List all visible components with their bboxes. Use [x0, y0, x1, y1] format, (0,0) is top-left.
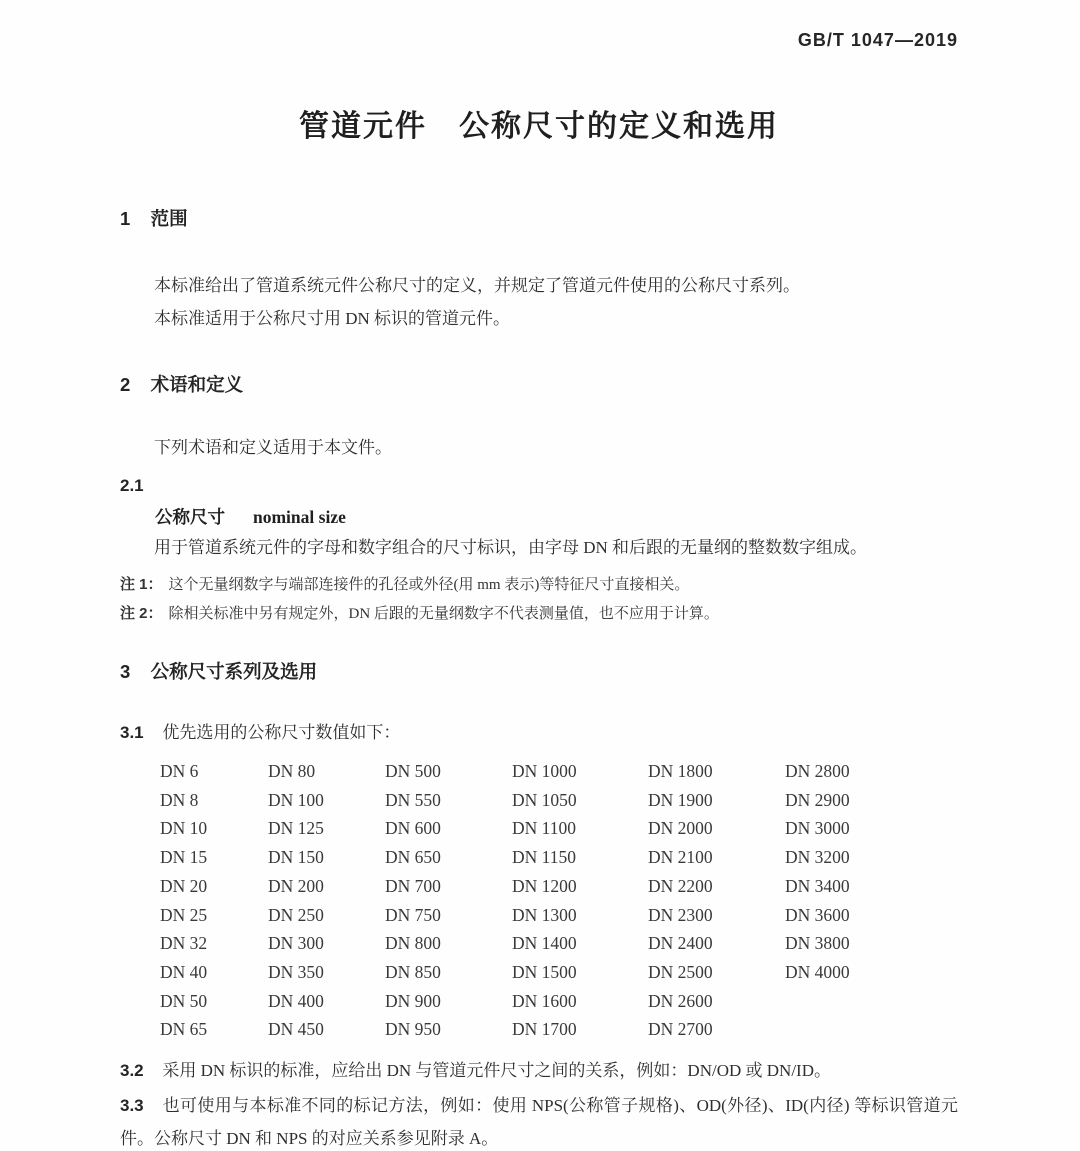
dn-value: DN 2500: [648, 961, 713, 982]
note-1-label: 注 1：: [120, 576, 163, 593]
dn-value: DN 65: [160, 1019, 208, 1040]
dn-value: DN 1100: [512, 818, 577, 839]
dn-value: DN 1400: [512, 933, 577, 954]
dn-value: DN 3400: [785, 875, 850, 896]
dn-value: DN 600: [385, 818, 441, 839]
dn-value: DN 700: [385, 875, 441, 896]
dn-value: DN 2000: [648, 818, 713, 839]
clause-3-2: [120, 1054, 958, 1087]
dn-value: DN 6: [160, 761, 199, 781]
dn-value: DN 800: [385, 933, 441, 954]
dn-value: DN 4000: [785, 961, 850, 982]
section-2-heading: [120, 371, 958, 397]
scope-paragraphs: [120, 269, 958, 335]
note-1: [120, 571, 958, 599]
note-1-text: 这个无量纲数字与端部连接件的孔径或外径(用 mm 表示)等特征尺寸直接相关。: [168, 577, 690, 593]
dn-value: DN 50: [160, 990, 208, 1011]
dn-value: DN 1600: [512, 990, 577, 1011]
dn-value: DN 350: [268, 961, 324, 982]
term-definition: 用于管道系统元件的字母和数字组合的尺寸标识，由字母 DN 和后跟的无量纲的整数数字组成。: [154, 538, 868, 557]
dn-value: DN 500: [385, 761, 441, 781]
clause-3-2-number: 3.2: [120, 1061, 144, 1081]
dn-value: DN 650: [385, 847, 441, 868]
section-1-heading: [120, 205, 958, 231]
dn-value: DN 2200: [648, 875, 713, 896]
dn-value: DN 8: [160, 789, 199, 810]
dn-value: DN 2100: [648, 847, 713, 868]
dn-value: DN 2900: [785, 789, 850, 810]
dn-value: DN 3000: [785, 818, 850, 839]
term-chinese: 公称尺寸: [155, 507, 225, 527]
dn-value: DN 100: [268, 789, 324, 810]
clause-3-1: [120, 716, 958, 749]
dn-value: DN 1050: [512, 789, 577, 810]
dn-value: DN 15: [160, 847, 208, 868]
dn-value: DN 1000: [512, 761, 577, 781]
dn-value: DN 25: [160, 904, 208, 925]
note-2-text: 除相关标准中另有规定外，DN 后跟的无量纲数字不代表测量值，也不应用于计算。: [168, 606, 719, 622]
dn-value: DN 20: [160, 875, 208, 896]
terms-intro-block: [120, 431, 958, 464]
dn-value: DN 2400: [648, 933, 713, 954]
scope-paragraph-2: 本标准适用于公称尺寸用 DN 标识的管道元件。: [154, 309, 511, 328]
dn-size-table: [160, 757, 958, 1044]
section-3-title: 公称尺寸系列及选用: [150, 661, 318, 682]
dn-value: DN 300: [268, 933, 324, 954]
dn-value: DN 1800: [648, 761, 713, 781]
section-3-number: 3: [120, 661, 131, 682]
dn-value: DN 2300: [648, 904, 713, 925]
dn-value: DN 2700: [648, 1019, 713, 1040]
dn-value: DN 3600: [785, 904, 850, 925]
dn-value: DN 750: [385, 904, 441, 925]
dn-value: DN 1900: [648, 789, 713, 810]
dn-value: DN 125: [268, 818, 324, 839]
dn-value: DN 1700: [512, 1019, 577, 1040]
dn-value: DN 10: [160, 818, 208, 839]
scope-paragraph-1: 本标准给出了管道系统元件公称尺寸的定义，并规定了管道元件使用的公称尺寸系列。: [154, 276, 800, 295]
terms-intro: 下列术语和定义适用于本文件。: [154, 438, 392, 457]
note-2: [120, 600, 958, 628]
clause-3-1-number: 3.1: [120, 723, 144, 742]
dn-value: DN 2800: [785, 761, 850, 781]
dn-value: DN 1300: [512, 904, 577, 925]
dn-value: DN 900: [385, 990, 441, 1011]
section-2-number: 2: [120, 374, 131, 395]
dn-value: DN 200: [268, 875, 324, 896]
term-heading: [120, 504, 958, 529]
section-1-title: 范围: [150, 208, 188, 229]
clause-2-1-number: 2.1: [120, 476, 144, 495]
clause-3-3-text: 也可使用与本标准不同的标记方法，例如：使用 NPS(公称管子规格)、OD(外径)、ID(内径) 等标识管道元件。公称尺寸 DN 和 NPS 的对应关系参见附录 A。: [120, 1096, 958, 1149]
dn-value: [785, 1015, 958, 1044]
clause-3-2-text: 采用 DN 标识的标准，应给出 DN 与管道元件尺寸之间的关系，例如：DN/OD 或 DN/ID。: [162, 1061, 831, 1081]
dn-value: DN 1150: [512, 847, 577, 868]
document-title: 管道元件 公称尺寸的定义和选用: [299, 110, 779, 143]
clause-3-3: [120, 1089, 958, 1151]
note-2-label: 注 2：: [120, 605, 163, 622]
section-2-title: 术语和定义: [150, 374, 244, 395]
dn-value: DN 3800: [785, 933, 850, 954]
dn-value: DN 32: [160, 933, 208, 954]
dn-value: DN 450: [268, 1019, 324, 1040]
section-1-number: 1: [120, 208, 131, 229]
dn-value: [785, 987, 958, 1016]
dn-value: DN 3200: [785, 847, 850, 868]
dn-value: DN 550: [385, 789, 441, 810]
section-3-heading: [120, 658, 958, 684]
clause-3-3-number: 3.3: [120, 1096, 144, 1116]
document-number: GB/T 1047—2019: [797, 30, 958, 50]
dn-value: DN 150: [268, 847, 324, 868]
dn-value: DN 80: [268, 761, 316, 781]
dn-value: DN 950: [385, 1019, 441, 1040]
dn-value: DN 40: [160, 961, 208, 982]
dn-value: DN 850: [385, 961, 441, 982]
dn-value: DN 2600: [648, 990, 713, 1011]
clause-3-1-text: 优先选用的公称尺寸数值如下：: [162, 723, 401, 742]
dn-value: DN 1500: [512, 961, 577, 982]
dn-value: DN 250: [268, 904, 324, 925]
dn-value: DN 400: [268, 990, 324, 1011]
term-english: nominal size: [253, 507, 346, 527]
dn-value: DN 1200: [512, 875, 577, 896]
